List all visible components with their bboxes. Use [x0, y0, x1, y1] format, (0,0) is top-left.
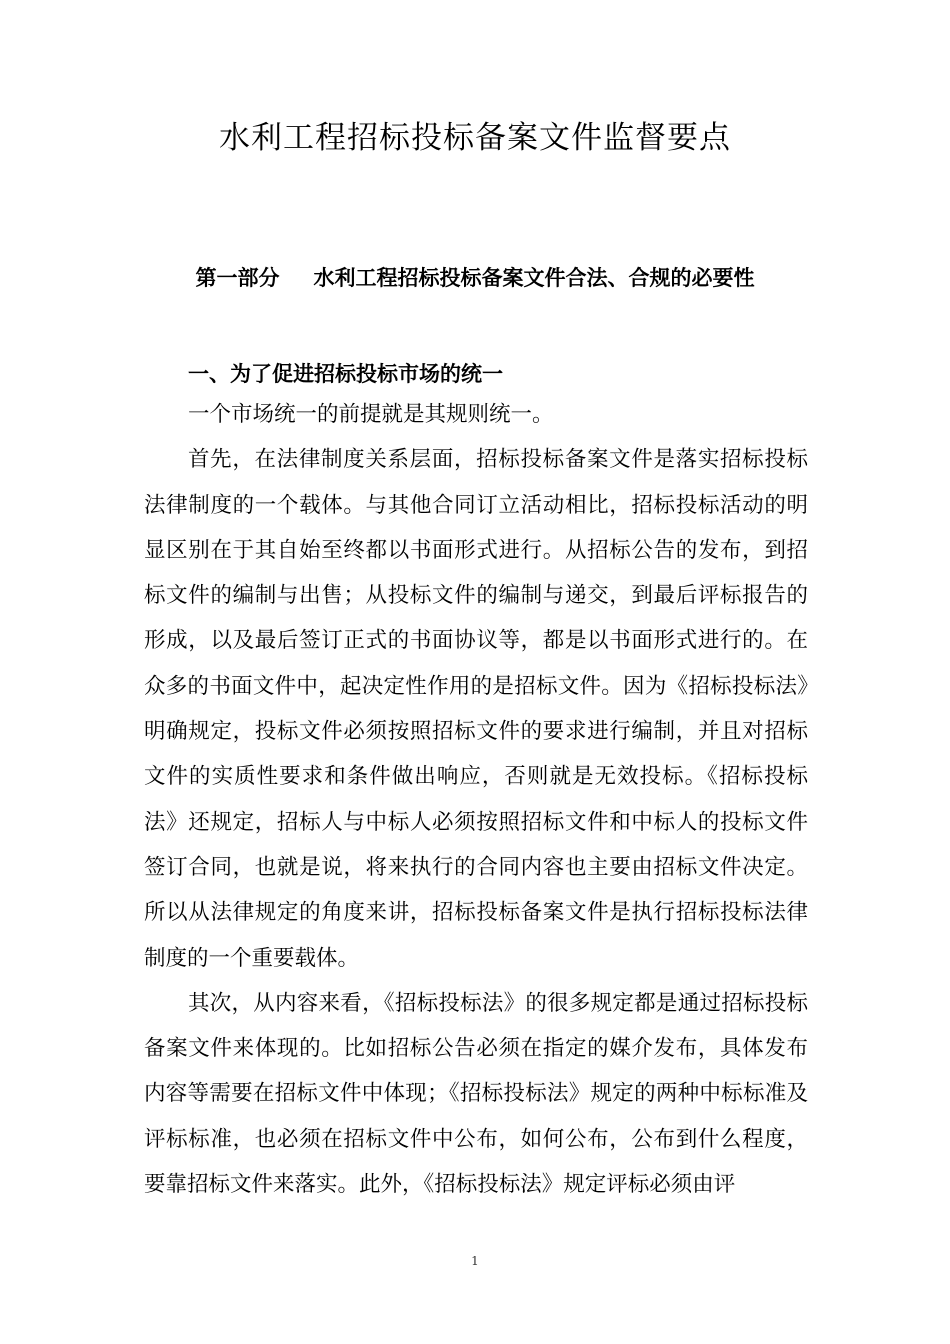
document-title: 水利工程招标投标备案文件监督要点	[219, 120, 731, 156]
paragraph: 其次，从内容来看，《招标投标法》的很多规定都是通过招标投标备案文件来体现的。比如招标公告必须在指定的媒介发布，具体发布内容等需要在招标文件中体现；《招标投标法》规定的两种中标标准及评标标准，也必须在招标文件中公布，如何公布，公布到什么程度，要靠招标文件来落实。此外，《招标投标法》规定评标必须由评	[144, 990, 808, 1198]
paragraph: 首先，在法律制度关系层面，招标投标备案文件是落实招标投标法律制度的一个载体。与其他合同订立活动相比，招标投标活动的明显区别在于其自始至终都以书面形式进行。从招标公告的发布，到招标文件的编制与出售；从投标文件的编制与递交，到最后评标报告的形成，以及最后签订正式的书面协议等，都是以书面形式进行的。在众多的书面文件中，起决定性作用的是招标文件。因为《招标投标法》明确规定，投标文件必须按照招标文件的要求进行编制，并且对招标文件的实质性要求和条件做出响应，否则就是无效投标。《招标投标法》还规定，招标人与中标人必须按照招标文件和中标人的投标文件签订合同，也就是说，将来执行的合同内容也主要由招标文件决定。所以从法律规定的角度来讲，招标投标备案文件是执行招标投标法律制度的一个重要载体。	[144, 447, 808, 971]
section-heading: 一、为了促进招标投标市场的统一	[188, 362, 503, 386]
section-body	[144, 392, 808, 1207]
paragraph: 一个市场统一的前提就是其规则统一。	[188, 402, 554, 427]
part-heading	[0, 258, 950, 298]
part-number: 第一部分	[195, 266, 280, 290]
page-number: 1	[471, 1254, 479, 1268]
part-title: 水利工程招标投标备案文件合法、合规的必要性	[313, 266, 755, 290]
